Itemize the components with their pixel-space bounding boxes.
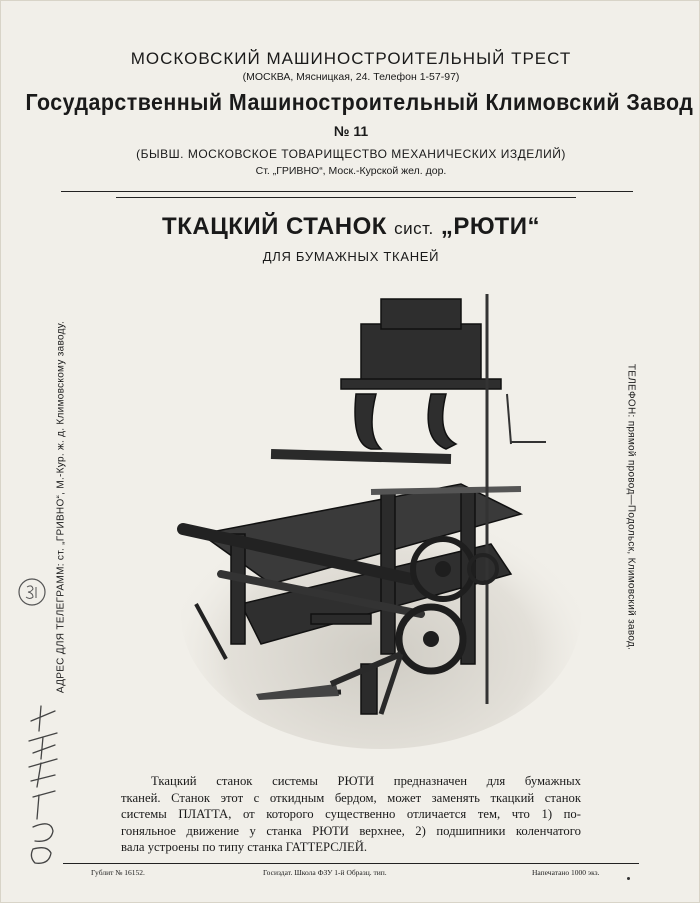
plant-number: № 11 bbox=[333, 123, 369, 139]
document-title bbox=[1, 213, 700, 241]
handwritten-inventory-mark bbox=[11, 701, 71, 871]
trust-name: МОСКОВСКИЙ МАШИНОСТРОИТЕЛЬНЫЙ ТРЕСТ bbox=[130, 49, 572, 68]
corner-mark bbox=[627, 877, 630, 880]
footer-censor-number: Гублит № 16152. bbox=[91, 868, 145, 877]
title-sist: сист. bbox=[394, 219, 434, 238]
trust-address: (МОСКВА, Мясницкая, 24. Телефон 1-57-97) bbox=[242, 71, 460, 83]
title-name: „РЮТИ“ bbox=[440, 213, 540, 240]
description-line: системы ПЛАТТА, от которого существенно отличается тем, что 1) по- bbox=[121, 807, 581, 821]
description-line: гоняльное движение у станка РЮТИ верхнее, 2) подшипники коленчатого bbox=[121, 823, 581, 838]
description-line: тканей. Станок этот с откидным бердом, может заменять ткацкий станок bbox=[121, 790, 581, 805]
plant-name: Государственный Машиностроительный Климовский Завод bbox=[25, 89, 694, 115]
header-rule-top bbox=[61, 191, 633, 192]
document-subtitle: ДЛЯ БУМАЖНЫХ ТКАНЕЙ bbox=[262, 249, 440, 264]
former-name: (БЫВШ. МОСКОВСКОЕ ТОВАРИЩЕСТВО МЕХАНИЧЕСКИХ ИЗДЕЛИЙ) bbox=[136, 147, 566, 161]
archive-stamp bbox=[16, 576, 48, 608]
telephone-info: ТЕЛЕФОН: прямой провод—Подольск, Климовский завод. bbox=[625, 363, 637, 651]
header-rule-bottom bbox=[116, 197, 576, 198]
description bbox=[121, 773, 581, 856]
telegram-address: АДРЕС ДЛЯ ТЕЛЕГРАММ: ст. „ГРИВНО“, М.-Кур. ж. д. Климовскому заводу. bbox=[55, 320, 67, 694]
footer-rule bbox=[63, 863, 639, 864]
description-line: Ткацкий станок системы РЮТИ предназначен для бумажных bbox=[151, 774, 581, 788]
footer-print-run: Напечатано 1000 экз. bbox=[532, 868, 600, 877]
footer-printer: Госиздат. Школа ФЗУ 1-й Образц. тип. bbox=[263, 868, 387, 877]
description-line: вала устроены по типу станка ГАТТЕРСЛЕЙ. bbox=[121, 840, 368, 854]
title-main: ТКАЦКИЙ СТАНОК bbox=[162, 213, 387, 240]
station-info: Ст. „ГРИВНО“, Моск.-Курской жел. дор. bbox=[255, 165, 447, 177]
loom-illustration bbox=[161, 284, 581, 754]
